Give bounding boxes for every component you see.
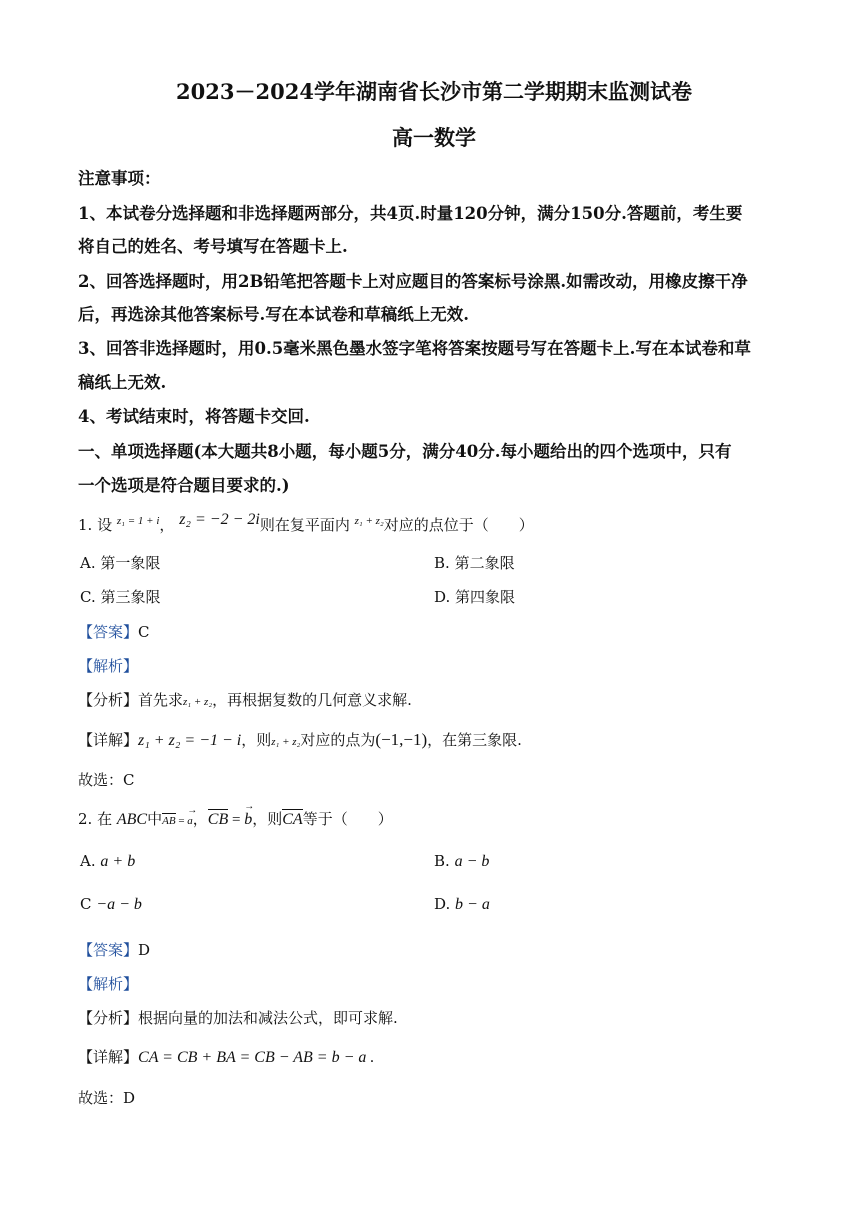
notice-line: 稿纸上无效. bbox=[78, 373, 167, 392]
q2-fenxi: 【分析】根据向量的加法和减法公式，即可求解. bbox=[78, 1009, 398, 1027]
section-heading: 一个选项是符合题目要求的.) bbox=[78, 476, 290, 495]
question-2-stem: 2. 在 ABC中AB = → a，CB = → b，则CA等于（ ） bbox=[78, 808, 393, 829]
notice-line: 1、本试卷分选择题和非选择题两部分，共4页.时量120分钟，满分150分.答题前，考生要 bbox=[78, 204, 743, 223]
q2-detail: 【详解】CA = CB + BA = CB − AB = b − a . bbox=[78, 1048, 375, 1066]
z1-expr: z₁ = 1 + i bbox=[116, 515, 160, 527]
notice-line: 4、考试结束时，将答题卡交回. bbox=[78, 407, 310, 426]
notice-line: 后，再选涂其他答案标号.写在本试卷和草稿纸上无效. bbox=[78, 305, 469, 324]
q1-analysis-tag: 【解析】 bbox=[78, 657, 139, 675]
q1-option-a: A. 第一象限 bbox=[80, 554, 161, 572]
notice-line: 3、回答非选择题时，用0.5毫米黑色墨水签字笔将答案按题号写在答题卡上.写在本试卷和草 bbox=[78, 339, 751, 358]
q1-answer: 【答案】C bbox=[78, 623, 150, 641]
q2-choose: 故选：D bbox=[78, 1089, 136, 1107]
exam-subtitle: 高一数学 bbox=[392, 125, 476, 150]
q1-choose: 故选：C bbox=[78, 771, 135, 789]
q2-option-a: A. a + b bbox=[80, 852, 136, 870]
question-1-stem: 1. 设 $^{z_1 = 1 + i}$， z₂ = −2 − 2i则在复平面内 $^{z_1 + z_2}$对应的点位于（ ） bbox=[78, 511, 534, 534]
notice-heading: 注意事项： bbox=[78, 169, 161, 188]
sum-expr: z₁ + z₂ bbox=[354, 515, 384, 527]
notice-line: 将自己的姓名、考号填写在答题卡上. bbox=[78, 237, 348, 256]
z2-expr: z₂ = −2 − 2i bbox=[179, 511, 260, 528]
section-heading: 一、单项选择题(本大题共8小题，每小题5分，满分40分.每小题给出的四个选项中，只有 bbox=[78, 442, 732, 461]
q2-option-b: B. a − b bbox=[434, 852, 490, 870]
q2-answer: 【答案】D bbox=[78, 941, 151, 959]
q1-fenxi: 【分析】首先求z₁ + z₂，再根据复数的几何意义求解. bbox=[78, 691, 412, 709]
q2-option-d: D. b − a bbox=[434, 895, 490, 913]
q1-option-c: C. 第三象限 bbox=[80, 588, 161, 606]
exam-title: 2023－2024学年湖南省长沙市第二学期期末监测试卷 bbox=[176, 79, 692, 104]
q1-option-d: D. 第四象限 bbox=[434, 588, 516, 606]
q2-analysis-tag: 【解析】 bbox=[78, 975, 139, 993]
notice-line: 2、回答选择题时，用2B铅笔把答题卡上对应题目的答案标号涂黑.如需改动，用橡皮擦干净 bbox=[78, 272, 748, 291]
q2-option-c: C −a − b bbox=[80, 895, 142, 913]
q1-detail: 【详解】z₁ + z₂ = −1 − i，则z₁ + z₂对应的点为(−1,−1)，在第三象限. bbox=[78, 730, 522, 749]
q1-option-b: B. 第二象限 bbox=[434, 554, 515, 572]
